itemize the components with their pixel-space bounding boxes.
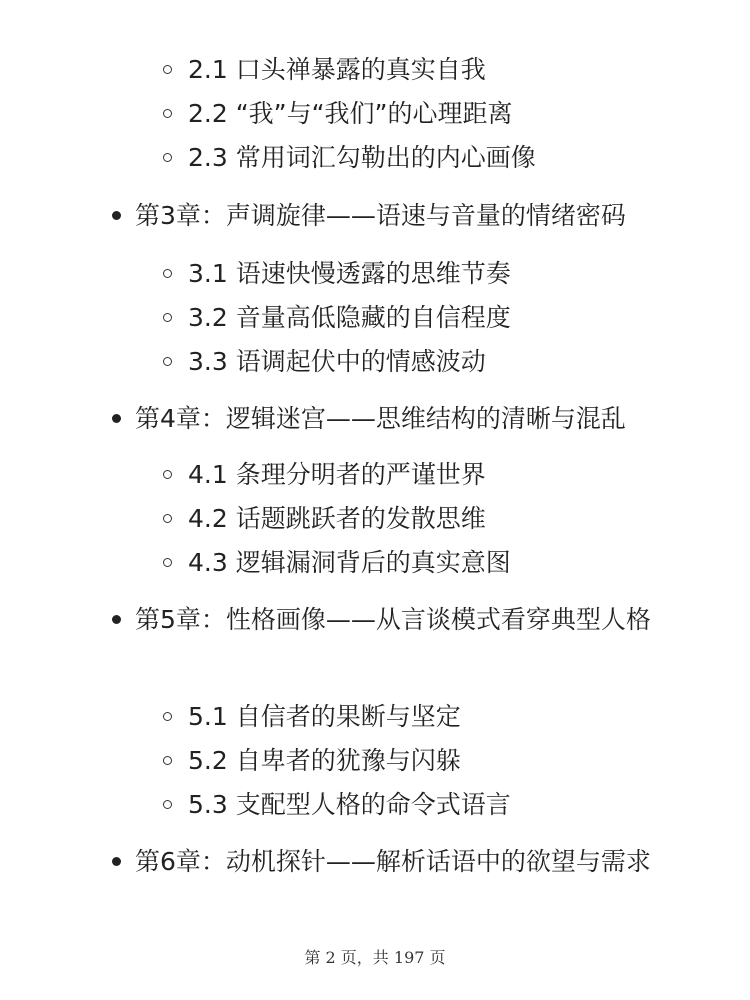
bullet-icon <box>112 615 121 624</box>
hollow-bullet-icon <box>163 269 172 278</box>
section-2-subitems <box>0 48 750 180</box>
hollow-bullet-icon <box>163 756 172 765</box>
list-item: 3.2 音量高低隐藏的自信程度 <box>0 296 750 340</box>
hollow-bullet-icon <box>163 313 172 322</box>
list-item: 4.2 话题跳跃者的发散思维 <box>0 497 750 541</box>
hollow-bullet-icon <box>163 470 172 479</box>
hollow-bullet-icon <box>163 712 172 721</box>
hollow-bullet-icon <box>163 153 172 162</box>
list-item: 2.2 “我”与“我们”的心理距离 <box>0 92 750 136</box>
chapter-3-subitems <box>0 252 750 384</box>
hollow-bullet-icon <box>163 514 172 523</box>
list-item: 5.1 自信者的果断与坚定 <box>0 695 750 739</box>
hollow-bullet-icon <box>163 800 172 809</box>
list-item: 2.1 口头禅暴露的真实自我 <box>0 48 750 92</box>
hollow-bullet-icon <box>163 109 172 118</box>
chapter-5-subitems <box>0 695 750 827</box>
list-item: 3.1 语速快慢透露的思维节奏 <box>0 252 750 296</box>
list-item: 4.1 条理分明者的严谨世界 <box>0 453 750 497</box>
list-item: 4.3 逻辑漏洞背后的真实意图 <box>0 541 750 585</box>
hollow-bullet-icon <box>163 357 172 366</box>
list-item: 5.2 自卑者的犹豫与闪躲 <box>0 739 750 783</box>
list-item: 3.3 语调起伏中的情感波动 <box>0 340 750 384</box>
page-number-footer: 第 2 页，共 197 页 <box>304 948 446 967</box>
chapter-3-heading: 第3章：声调旋律——语速与音量的情绪密码 <box>0 194 750 238</box>
chapter-5-heading: 第5章：性格画像——从言谈模式看穿典型人格 <box>0 598 750 642</box>
list-item: 2.3 常用词汇勾勒出的内心画像 <box>0 136 750 180</box>
hollow-bullet-icon <box>163 65 172 74</box>
bullet-icon <box>112 857 121 866</box>
list-item: 5.3 支配型人格的命令式语言 <box>0 783 750 827</box>
bullet-icon <box>112 414 121 423</box>
bullet-icon <box>112 211 121 220</box>
chapter-4-subitems <box>0 453 750 585</box>
chapter-4-heading: 第4章：逻辑迷宫——思维结构的清晰与混乱 <box>0 397 750 441</box>
hollow-bullet-icon <box>163 558 172 567</box>
chapter-6-heading: 第6章：动机探针——解析话语中的欲望与需求 <box>0 840 750 884</box>
